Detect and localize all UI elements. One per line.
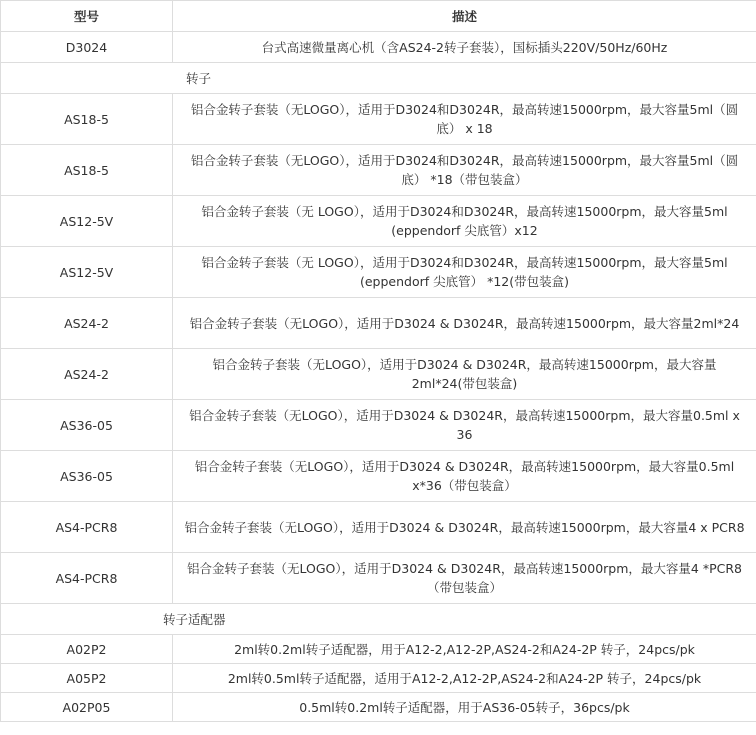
section-row-adapters xyxy=(1,604,756,635)
model-cell: AS4-PCR8 xyxy=(1,553,173,604)
table-row xyxy=(1,502,756,553)
description-cell: 铝合金转子套装（无LOGO），适用于D3024 & D3024R，最高转速15000rpm，最大容量4 x PCR8 xyxy=(173,502,756,553)
model-cell: AS24-2 xyxy=(1,298,173,349)
model-column-header: 型号 xyxy=(1,1,173,32)
table-row xyxy=(1,247,756,298)
description-cell: 铝合金转子套装（无 LOGO），适用于D3024和D3024R，最高转速15000rpm，最大容量5ml (eppendorf 尖底管）x12 xyxy=(173,196,756,247)
model-cell: AS12-5V xyxy=(1,247,173,298)
model-cell: AS18-5 xyxy=(1,94,173,145)
model-cell: AS4-PCR8 xyxy=(1,502,173,553)
description-cell: 铝合金转子套装（无LOGO），适用于D3024 & D3024R，最高转速15000rpm，最大容量2ml*24(带包装盒) xyxy=(173,349,756,400)
description-cell: 铝合金转子套装（无LOGO），适用于D3024 & D3024R，最高转速15000rpm，最大容量0.5ml x*36（带包装盒） xyxy=(173,451,756,502)
table-row xyxy=(1,298,756,349)
table-row xyxy=(1,400,756,451)
description-cell: 2ml转0.5ml转子适配器，适用于A12-2,A12-2P,AS24-2和A24-2P 转子，24pcs/pk xyxy=(173,664,756,693)
table-row xyxy=(1,451,756,502)
table-row xyxy=(1,349,756,400)
table-row xyxy=(1,145,756,196)
description-cell: 铝合金转子套装（无LOGO），适用于D3024和D3024R，最高转速15000rpm，最大容量5ml（圆底） x 18 xyxy=(173,94,756,145)
description-cell: 铝合金转子套装（无 LOGO），适用于D3024和D3024R，最高转速15000rpm，最大容量5ml (eppendorf 尖底管） *12(带包装盒) xyxy=(173,247,756,298)
section-title: 转子适配器 xyxy=(1,604,756,635)
model-cell: AS36-05 xyxy=(1,400,173,451)
table-row xyxy=(1,635,756,664)
table-row xyxy=(1,32,756,63)
model-cell: A02P2 xyxy=(1,635,173,664)
description-column-header: 描述 xyxy=(173,1,756,32)
model-cell: AS12-5V xyxy=(1,196,173,247)
model-cell: A02P05 xyxy=(1,693,173,722)
description-cell: 铝合金转子套装（无LOGO），适用于D3024和D3024R，最高转速15000rpm，最大容量5ml（圆底） *18（带包装盒） xyxy=(173,145,756,196)
description-cell: 台式高速微量离心机（含AS24-2转子套装），国标插头220V/50Hz/60Hz xyxy=(173,32,756,63)
description-cell: 2ml转0.2ml转子适配器，用于A12-2,A12-2P,AS24-2和A24-2P 转子，24pcs/pk xyxy=(173,635,756,664)
table-row xyxy=(1,664,756,693)
table-row xyxy=(1,553,756,604)
section-row-rotors xyxy=(1,63,756,94)
table-row xyxy=(1,94,756,145)
table-row xyxy=(1,693,756,722)
description-cell: 铝合金转子套装（无LOGO），适用于D3024 & D3024R，最高转速15000rpm，最大容量4 *PCR8（带包装盒） xyxy=(173,553,756,604)
model-cell: D3024 xyxy=(1,32,173,63)
model-cell: AS24-2 xyxy=(1,349,173,400)
model-cell: A05P2 xyxy=(1,664,173,693)
model-cell: AS18-5 xyxy=(1,145,173,196)
description-cell: 铝合金转子套装（无LOGO），适用于D3024 & D3024R，最高转速15000rpm，最大容量0.5ml x 36 xyxy=(173,400,756,451)
header-row xyxy=(1,1,756,32)
table-row xyxy=(1,196,756,247)
section-title: 转子 xyxy=(1,63,756,94)
model-cell: AS36-05 xyxy=(1,451,173,502)
description-cell: 铝合金转子套装（无LOGO），适用于D3024 & D3024R，最高转速15000rpm，最大容量2ml*24 xyxy=(173,298,756,349)
description-cell: 0.5ml转0.2ml转子适配器，用于AS36-05转子，36pcs/pk xyxy=(173,693,756,722)
